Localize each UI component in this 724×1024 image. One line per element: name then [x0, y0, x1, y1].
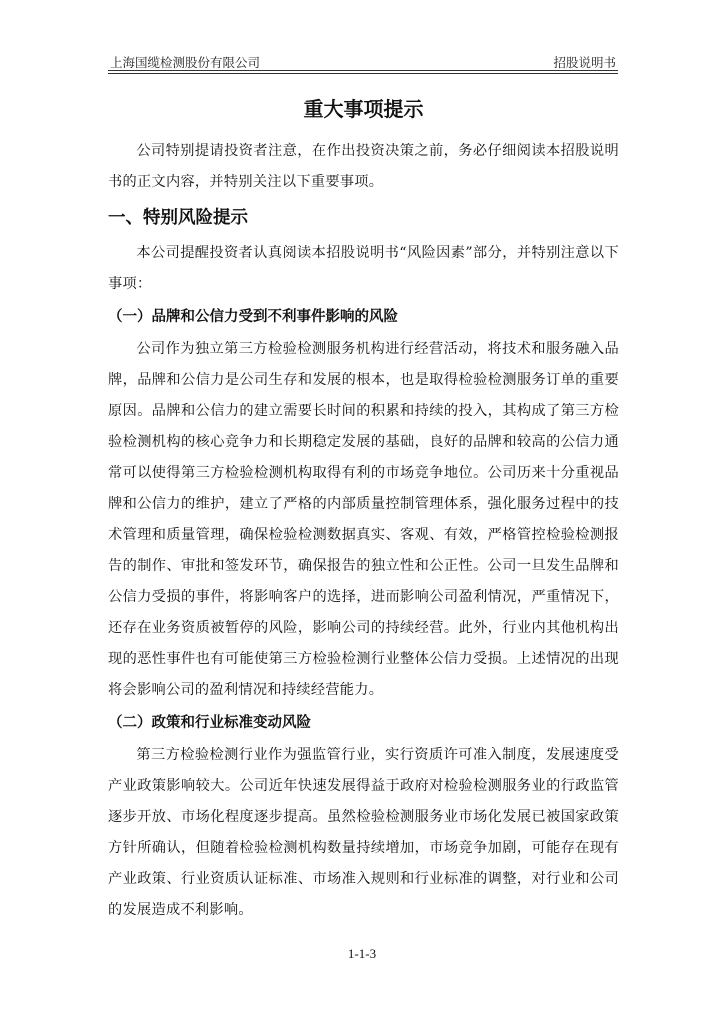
- brand-risk-paragraph: 公司作为独立第三方检验检测服务机构进行经营活动，将技术和服务融入品牌，品牌和公信力是公司生存和发展的根本，也是取得检验检测服务订单的重要原因。品牌和公信力的建立需要长时间的积累和持续的投入，其构成了第三方检验检测机构的核心竞争力和长期稳定发展的基础，良好的品牌和较高的公信力通常可以使得第三方检验检测机构取得有利的市场竞争地位。公司历来十分重视品牌和公信力的维护，建立了严格的内部质量控制管理体系，强化服务过程中的技术管理和质量管理，确保检验检测数据真实、客观、有效，严格管控检验检测报告的制作、审批和签发环节，确保报告的独立性和公正性。公司一旦发生品牌和公信力受损的事件，将影响客户的选择，进而影响公司盈利情况，严重情况下，还存在业务资质被暂停的风险，影响公司的持续经营。此外，行业内其他机构出现的恶性事件也有可能使第三方检验检测行业整体公信力受损。上述情况的出现将会影响公司的盈利情况和持续经营能力。: [108, 341, 619, 698]
- page-content: [108, 94, 619, 926]
- section-heading-special-risks: 一、特别风险提示: [108, 208, 248, 228]
- page-title: 重大事项提示: [303, 97, 424, 121]
- page-number: 1-1-3: [347, 946, 377, 961]
- policy-risk-paragraph: 第三方检验检测行业作为强监管行业，实行资质许可准入制度，发展速度受产业政策影响较大。公司近年快速发展得益于政府对检验检测服务业的行政监管逐步开放、市场化程度逐步提高。虽然检验检测服务业市场化发展已被国家政策方针所确认，但随着检验检测机构数量持续增加，市场竞争加剧，可能存在现有产业政策、行业资质认证标准、市场准入规则和行业标准的调整，对行业和公司的发展造成不利影响。: [108, 747, 619, 918]
- intro-paragraph: 公司特别提请投资者注意，在作出投资决策之前，务必仔细阅读本招股说明书的正文内容，并特别关注以下重要事项。: [108, 143, 619, 190]
- header-document-type: 招股说明书: [553, 55, 616, 70]
- header-company-name: 上海国缆检测股份有限公司: [110, 55, 261, 70]
- subsection-heading-policy-risk: （二）政策和行业标准变动风险: [108, 715, 311, 731]
- page-header: [108, 50, 618, 72]
- subsection-heading-brand-risk: （一）品牌和公信力受到不利事件影响的风险: [108, 309, 398, 325]
- header-divider: [108, 70, 618, 74]
- section-intro-paragraph: 本公司提醒投资者认真阅读本招股说明书“风险因素”部分，并特别注意以下事项：: [108, 245, 619, 292]
